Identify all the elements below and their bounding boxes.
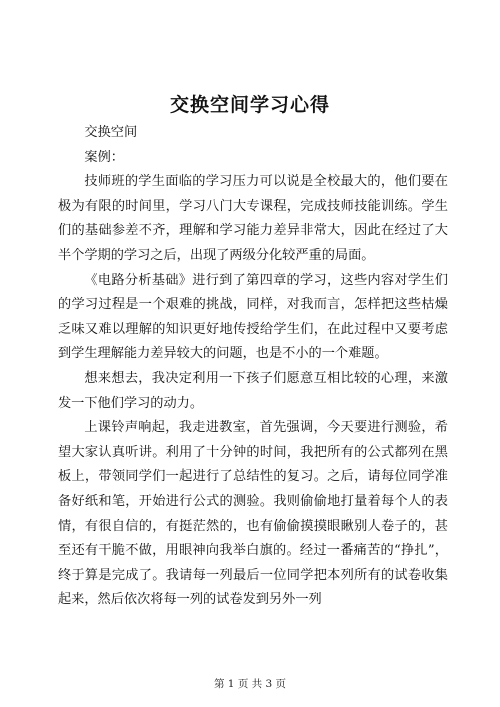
- paragraph: 上课铃声响起，我走进教室，首先强调，今天要进行测验，希望大家认真听讲。利用了十分钟的时间，我把所有的公式都列在黑板上，带领同学们一起进行了总结性的复习。之后，请每位同学准备好纸和笔，开始进行公式的测验。我则偷偷地打量着每个人的表情，有很自信的，有挺茫然的，也有偷偷摸摸眼瞅别人卷子的，甚至还有干脆不做，用眼神向我举白旗的。经过一番痛苦的“挣扎”，终于算是完成了。我请每一列最后一位同学把本列所有的试卷收集起来，然后依次将每一列的试卷发到另外一列: [58, 420, 448, 608]
- paragraph: 想来想去，我决定利用一下孩子们愿意互相比较的心理，来激发一下他们学习的动力。: [58, 370, 448, 411]
- paragraph-case-label: 案例：: [84, 149, 124, 165]
- document-title: 交换空间学习心得: [169, 94, 330, 116]
- paragraph-heading: 交换空间: [84, 125, 138, 140]
- paragraph: 技师班的学生面临的学习压力可以说是全校最大的，他们要在极为有限的时间里，学习八门大专课程，完成技师技能训练。学生们的基础参差不齐，理解和学习能力差异非常大，因此在经过了大半个学期的学习之后，出现了两级分化较严重的局面。: [58, 174, 448, 263]
- page-number-footer: 第 1 页 共 3 页: [213, 678, 287, 690]
- paragraph: 《电路分析基础》进行到了第四章的学习，这些内容对学生们的学习过程是一个艰难的挑战，同样，对我而言，怎样把这些枯燥乏味又难以理解的知识更好地传授给学生们，在此过程中又要考虑到学生理解能力差异较大的问题，也是不小的一个难题。: [58, 272, 448, 362]
- document-body: [58, 121, 448, 613]
